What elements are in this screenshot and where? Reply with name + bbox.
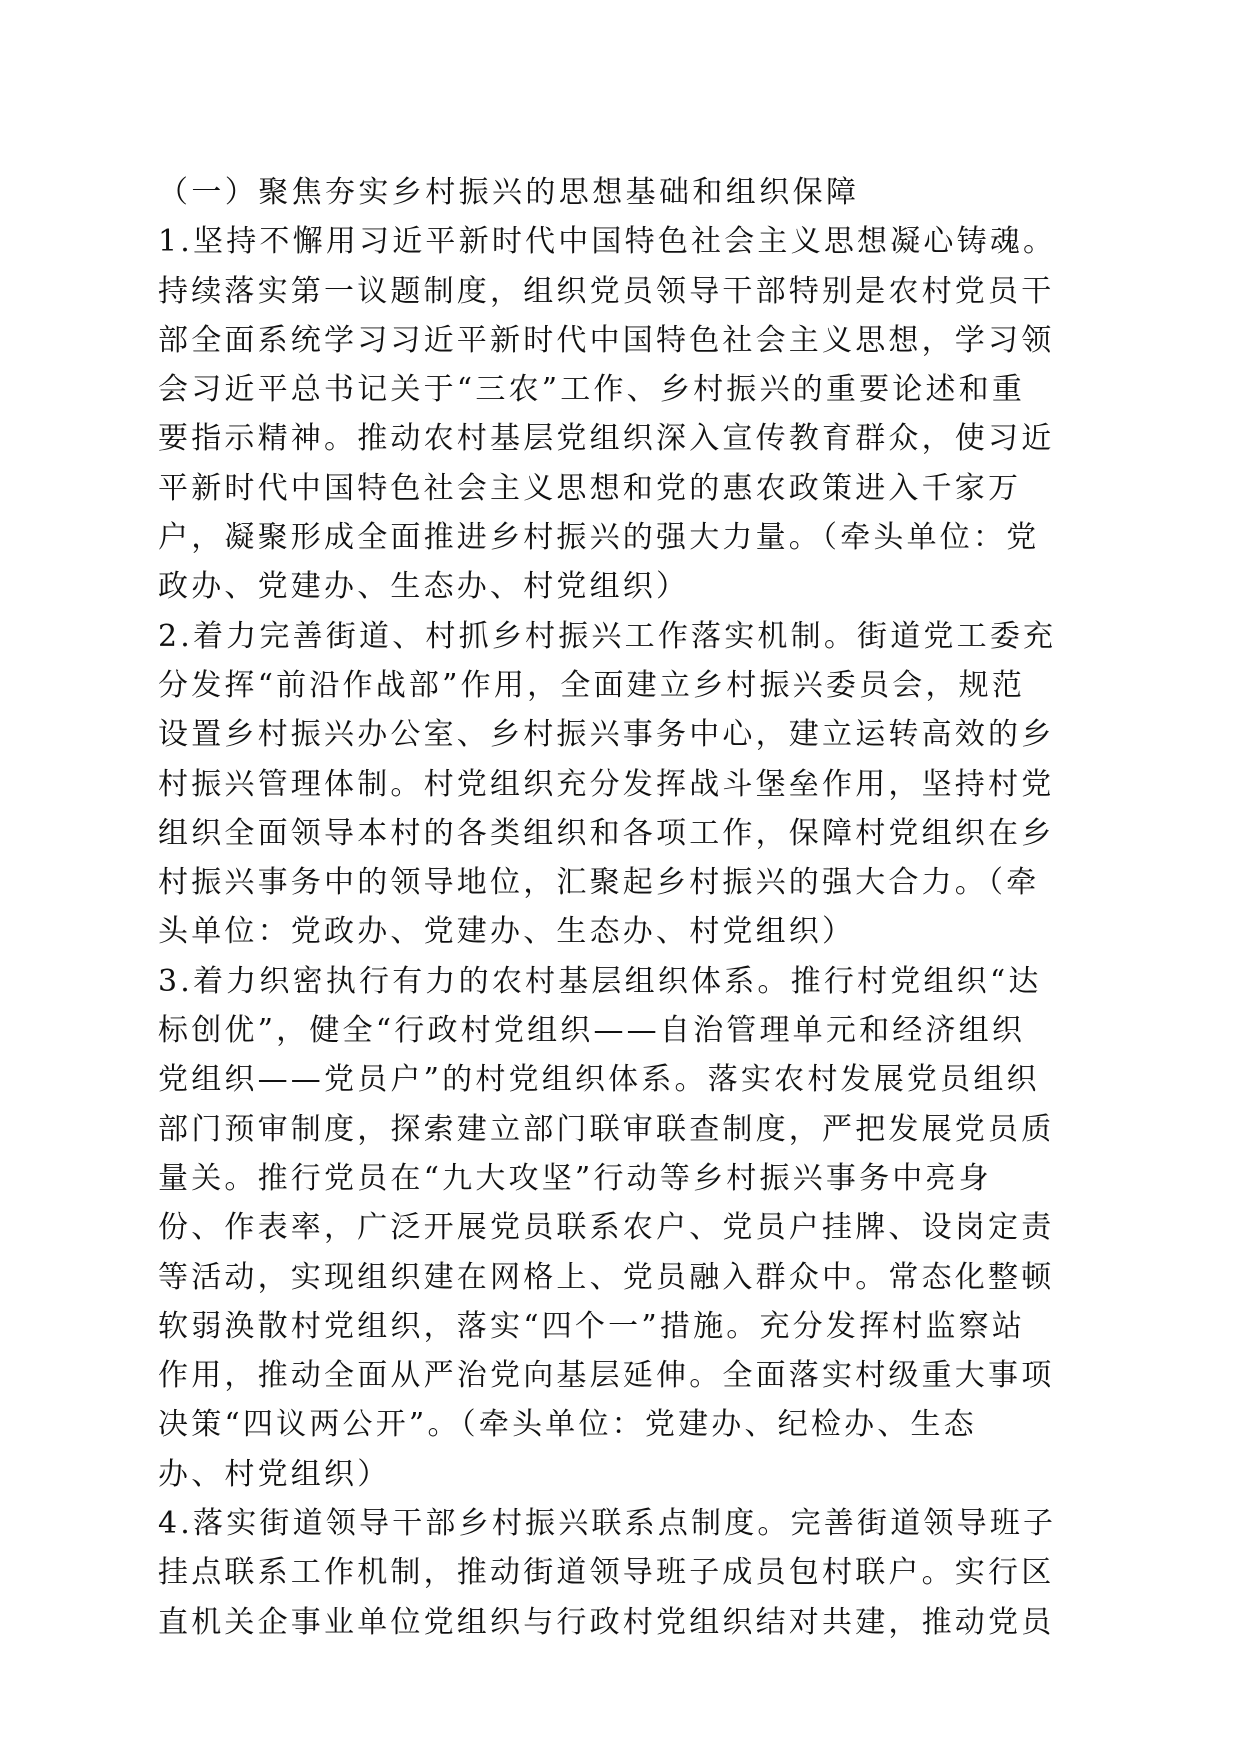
body-line: 设置乡村振兴办公室、乡村振兴事务中心，建立运转高效的乡 bbox=[158, 717, 1055, 753]
body-line: 量关。推行党员在“九大攻坚”行动等乡村振兴事务中亮身 bbox=[158, 1160, 992, 1196]
body-line: 2.着力完善街道、村抓乡村振兴工作落实机制。街道党工委充 bbox=[158, 618, 1057, 654]
body-line: 平新时代中国特色社会主义思想和党的惠农政策进入千家万 bbox=[158, 470, 1022, 506]
body-line: 村振兴事务中的领导地位，汇聚起乡村振兴的强大合力。（牵 bbox=[158, 865, 1040, 901]
body-line: 组织全面领导本村的各类组织和各项工作，保障村党组织在乡 bbox=[158, 815, 1055, 851]
body-line: 4.落实街道领导干部乡村振兴联系点制度。完善街道领导班子 bbox=[158, 1506, 1057, 1542]
body-line: 挂点联系工作机制，推动街道领导班子成员包村联户。实行区 bbox=[158, 1555, 1055, 1591]
body-line: 作用，推动全面从严治党向基层延伸。全面落实村级重大事项 bbox=[158, 1358, 1055, 1394]
body-line: 3.着力织密执行有力的农村基层组织体系。推行村党组织“达 bbox=[158, 963, 1042, 999]
body-line: 直机关企事业单位党组织与行政村党组织结对共建，推动党员 bbox=[158, 1604, 1055, 1640]
body-line: 村振兴管理体制。村党组织充分发挥战斗堡垒作用，坚持村党 bbox=[158, 766, 1055, 802]
body-line: 标创优”，健全“行政村党组织——自治管理单元和经济组织 bbox=[158, 1013, 1026, 1049]
document-body bbox=[158, 168, 1082, 1647]
body-line: 党组织——党员户”的村党组织体系。落实农村发展党员组织 bbox=[158, 1062, 1040, 1098]
body-line: 要指示精神。推动农村基层党组织深入宣传教育群众，使习近 bbox=[158, 421, 1055, 457]
body-line: 份、作表率，广泛开展党员联系农户、党员户挂牌、设岗定责 bbox=[158, 1210, 1055, 1246]
body-line: 会习近平总书记关于“三农”工作、乡村振兴的重要论述和重 bbox=[158, 372, 1026, 408]
body-line: 等活动，实现组织建在网格上、党员融入群众中。常态化整顿 bbox=[158, 1259, 1055, 1295]
body-line: 部门预审制度，探索建立部门联审联查制度，严把发展党员质 bbox=[158, 1111, 1055, 1147]
body-line: 1.坚持不懈用习近平新时代中国特色社会主义思想凝心铸魂。 bbox=[158, 224, 1057, 260]
section-heading: （一）聚焦夯实乡村振兴的思想基础和组织保障 bbox=[158, 175, 860, 210]
body-line: 软弱涣散村党组织，落实“四个一”措施。充分发挥村监察站 bbox=[158, 1308, 1026, 1344]
body-line: 户，凝聚形成全面推进乡村振兴的强大力量。（牵头单位：党 bbox=[158, 520, 1040, 556]
body-line: 分发挥“前沿作战部”作用，全面建立乡村振兴委员会，规范 bbox=[158, 667, 1026, 703]
body-line: 政办、党建办、生态办、村党组织） bbox=[158, 569, 690, 605]
body-line: 办、村党组织） bbox=[158, 1456, 391, 1492]
body-line: 决策“四议两公开”。（牵头单位：党建办、纪检办、生态 bbox=[158, 1407, 977, 1443]
body-line: 持续落实第一议题制度，组织党员领导干部特别是农村党员干 bbox=[158, 273, 1055, 309]
body-line: 头单位：党政办、党建办、生态办、村党组织） bbox=[158, 914, 856, 950]
body-line: 部全面系统学习习近平新时代中国特色社会主义思想，学习领 bbox=[158, 322, 1055, 358]
